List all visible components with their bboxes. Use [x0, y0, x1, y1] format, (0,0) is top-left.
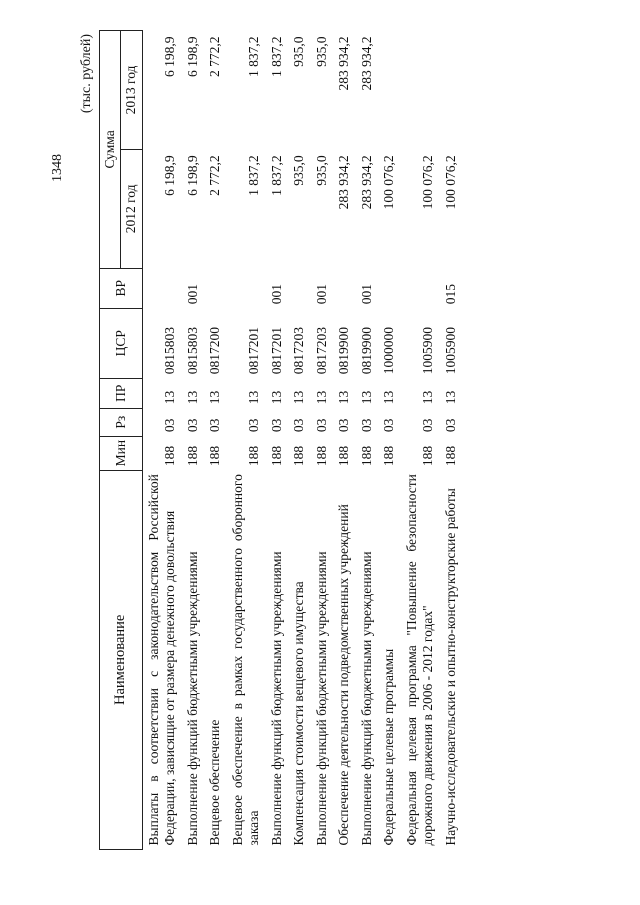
row-vr [401, 268, 440, 308]
header-name: Наименование [100, 470, 143, 849]
table-row [227, 31, 266, 850]
row-amount-2013: 6 198,9 [184, 36, 200, 77]
header-pr: ПР [100, 378, 143, 408]
row-rz: 03 [442, 418, 458, 433]
header-csr: ЦСР [100, 308, 143, 378]
row-amount-2013: 1 837,2 [268, 36, 284, 77]
row-vr: 001 [268, 284, 284, 305]
row-min: 188 [336, 445, 352, 467]
table-row [288, 31, 310, 850]
row-name: Обеспечение деятельности подведомственных учреждений [336, 504, 352, 846]
header-vr: ВР [100, 268, 143, 308]
row-csr: 1005900 [442, 326, 458, 375]
row-amount-2013: 283 934,2 [336, 36, 352, 91]
table-row [401, 31, 440, 850]
row-min: 188 [246, 445, 262, 467]
row-rz: 03 [291, 418, 307, 433]
row-amount-2012: 283 934,2 [358, 155, 374, 210]
row-csr: 0819900 [336, 326, 352, 375]
row-min: 188 [381, 445, 397, 467]
row-min: 188 [313, 445, 329, 467]
row-amount-2013: 935,0 [291, 36, 307, 67]
row-amount-2012: 2 772,2 [207, 155, 223, 196]
row-min: 188 [268, 445, 284, 467]
row-pr: 13 [184, 390, 200, 405]
row-min: 188 [184, 445, 200, 467]
row-amount-2012: 283 934,2 [336, 155, 352, 210]
row-amount-2013 [378, 31, 400, 150]
row-rz: 03 [207, 418, 223, 433]
row-name: Научно-исследовательские и опытно-конструкторские работы [442, 488, 458, 846]
row-min: 188 [358, 445, 374, 467]
header-2012: 2012 год [121, 149, 142, 268]
table-row [333, 31, 355, 850]
row-csr: 0817203 [291, 326, 307, 375]
row-name: Компенсация стоимости вещевого имущества [291, 581, 307, 846]
row-vr: 001 [184, 284, 200, 305]
row-vr: 015 [442, 284, 458, 305]
row-amount-2012: 100 076,2 [381, 155, 397, 210]
row-min: 188 [162, 445, 178, 467]
row-amount-2013 [401, 31, 440, 150]
row-amount-2013 [440, 31, 462, 150]
row-pr: 13 [246, 390, 262, 405]
row-name: Выполнение функций бюджетными учреждениями [358, 551, 374, 846]
row-csr: 0817200 [207, 326, 223, 375]
row-csr: 1000000 [381, 326, 397, 375]
row-csr: 0815803 [184, 326, 200, 375]
row-amount-2012: 6 198,9 [162, 155, 178, 196]
row-vr: 001 [313, 284, 329, 305]
page-number: 1348 [50, 154, 65, 182]
row-pr: 13 [268, 390, 284, 405]
row-rz: 03 [358, 418, 374, 433]
table-row [204, 31, 226, 850]
row-csr: 0815803 [162, 326, 178, 375]
row-pr: 13 [313, 390, 329, 405]
header-row-top [100, 31, 121, 850]
row-rz: 03 [313, 418, 329, 433]
row-amount-2012: 100 076,2 [420, 155, 436, 210]
row-name: Вещевое обеспечение [207, 719, 223, 846]
row-vr [288, 268, 310, 308]
row-amount-2012: 6 198,9 [184, 155, 200, 196]
header-sum: Сумма [100, 31, 121, 269]
row-min: 188 [291, 445, 307, 467]
row-rz: 03 [336, 418, 352, 433]
row-vr [378, 268, 400, 308]
row-amount-2012: 1 837,2 [268, 155, 284, 196]
row-amount-2012: 935,0 [313, 155, 329, 186]
row-pr: 13 [336, 390, 352, 405]
row-csr: 1005900 [420, 326, 436, 375]
table-row [440, 31, 462, 850]
row-min: 188 [420, 445, 436, 467]
row-rz: 03 [420, 418, 436, 433]
header-rz: Рз [100, 408, 143, 436]
header-min: Мин [100, 436, 143, 470]
table-row [266, 31, 288, 850]
row-rz: 03 [184, 418, 200, 433]
row-amount-2012: 1 837,2 [246, 155, 262, 196]
row-rz: 03 [162, 418, 178, 433]
row-pr: 13 [207, 390, 223, 405]
row-vr [227, 268, 266, 308]
row-vr [333, 268, 355, 308]
row-name: Выполнение функций бюджетными учреждениями [313, 551, 329, 846]
row-csr: 0817203 [313, 326, 329, 375]
row-amount-2012: 100 076,2 [442, 155, 458, 210]
row-amount-2012: 935,0 [291, 155, 307, 186]
row-pr: 13 [358, 390, 374, 405]
table-row [182, 31, 204, 850]
row-amount-2013: 1 837,2 [246, 36, 262, 77]
row-pr: 13 [291, 390, 307, 405]
table-row [356, 31, 378, 850]
row-csr: 0819900 [358, 326, 374, 375]
budget-table [99, 30, 462, 850]
row-min: 188 [207, 445, 223, 467]
row-name: Вещевое обеспечение в рамках государственного оборонного заказа [229, 474, 262, 846]
row-amount-2013: 283 934,2 [358, 36, 374, 91]
units-note: (тыс. рублей) [79, 34, 94, 114]
row-vr [204, 268, 226, 308]
row-vr: 001 [358, 284, 374, 305]
row-pr: 13 [162, 390, 178, 405]
row-rz: 03 [268, 418, 284, 433]
row-name: Выполнение функций бюджетными учреждениями [268, 551, 284, 846]
row-amount-2013: 6 198,9 [162, 36, 178, 77]
table-row [378, 31, 400, 850]
header-2013: 2013 год [121, 31, 142, 150]
row-rz: 03 [381, 418, 397, 433]
table-row [311, 31, 333, 850]
row-pr: 13 [420, 390, 436, 405]
row-pr: 13 [381, 390, 397, 405]
row-vr [142, 268, 181, 308]
row-min: 188 [442, 445, 458, 467]
row-csr: 0817201 [246, 326, 262, 375]
row-name: Выплаты в соответствии с законодательством Российской Федерации, зависящие от размера денежного довольствия [145, 474, 178, 846]
row-amount-2013: 2 772,2 [207, 36, 223, 77]
row-amount-2013: 935,0 [313, 36, 329, 67]
row-name: Федеральная целевая программа "Повышение безопасности дорожного движения в 2006 - 2012 годах" [403, 474, 436, 846]
row-name: Федеральные целевые программы [381, 648, 397, 846]
row-rz: 03 [246, 418, 262, 433]
table-row [142, 31, 181, 850]
row-csr: 0817201 [268, 326, 284, 375]
row-name: Выполнение функций бюджетными учреждениями [184, 551, 200, 846]
rotated-page [77, 30, 640, 850]
row-pr: 13 [442, 390, 458, 405]
